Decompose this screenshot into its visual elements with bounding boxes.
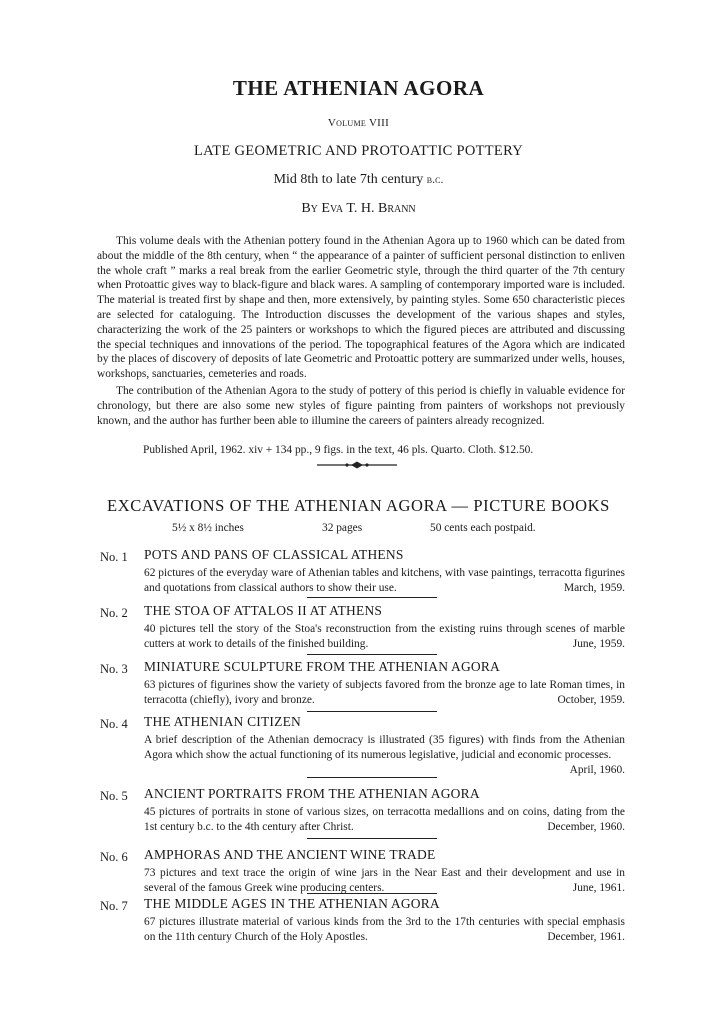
- period-era: b.c.: [426, 172, 444, 186]
- description-paragraph-1: This volume deals with the Athenian pottery found in the Athenian Agora up to 1960 which can be dated from about the middle of the 8th century, when “ the appearance of a painter of sufficient personal distinction to enliven the whole craft ” marks a real break from the earlier Geometric style, through the third quarter of the 7th century when Protoattic gives way to black-figure and black wares. A sampling of contemporary imported ware is included. The material is treated first by shape and then, more extensively, by painting styles. Some 650 characteristic pieces are selected for cataloguing. The Introduction discusses the development of the various shapes and styles, characterizing the work of the 25 painters or workshops to which the figured pieces are attributed and discussing the special techniques and innovations of the period. The topographical features of the Agora which are indicated by the places of discovery of deposits of late Geometric and Protoattic pottery are summarized under wells, houses, workshops, sanctuaries, cemeteries and roads.: [97, 235, 625, 381]
- publication-info: Published April, 1962. xiv + 134 pp., 9 figs. in the text, 46 pls. Quarto. Cloth. $12.50.: [143, 444, 534, 456]
- page-title: THE ATHENIAN AGORA: [232, 76, 485, 100]
- book-number: No. 1: [100, 550, 128, 564]
- book-title: ANCIENT PORTRAITS FROM THE ATHENIAN AGORA: [144, 786, 480, 801]
- book-title: POTS AND PANS OF CLASSICAL ATHENS: [144, 547, 404, 562]
- volume-subtitle: LATE GEOMETRIC AND PROTOATTIC POTTERY: [193, 143, 524, 159]
- series-size: 5½ x 8½ inches: [172, 522, 244, 534]
- book-date: October, 1959.: [557, 693, 625, 706]
- entry-rule: [307, 654, 437, 655]
- book-date: December, 1961.: [547, 930, 625, 943]
- book-description-text: 62 pictures of the everyday ware of Athenian tables and kitchens, with vase paintings, terracotta figurines and quotations from classical authors to show their use.: [144, 567, 625, 594]
- book-date: March, 1959.: [563, 581, 625, 594]
- book-number: No. 2: [100, 606, 128, 620]
- book-number: No. 7: [100, 899, 128, 913]
- book-description-text: 73 pictures and text trace the origin of wine jars in the Near East and their development and use in several of the famous Greek wine producing centers.: [144, 867, 625, 894]
- book-title: AMPHORAS AND THE ANCIENT WINE TRADE: [144, 847, 436, 862]
- book-description-text: A brief description of the Athenian democracy is illustrated (35 figures) with finds from the Athenian Agora which show the actual functioning of its numerous legislative, judicial and economic processes.: [144, 734, 625, 761]
- book-date: April, 1960.: [569, 763, 625, 776]
- book-title: THE ATHENIAN CITIZEN: [144, 714, 301, 729]
- volume-label: Volume VIII: [327, 117, 390, 129]
- book-title: THE MIDDLE AGES IN THE ATHENIAN AGORA: [144, 896, 440, 911]
- book-date: June, 1959.: [572, 637, 625, 650]
- book-description-text: 40 pictures tell the story of the Stoa's reconstruction from the existing ruins through scenes of marble cutters at work to details of the finished building.: [144, 623, 625, 650]
- entry-rule: [307, 893, 437, 894]
- description-paragraph-2: The contribution of the Athenian Agora to the study of pottery of this period is chiefly in valuable evidence for chronology, but there are also some new styles of figure painting from painters of workshops not previously known, and the author has further been able to illumine the careers of painters already recognized.: [97, 384, 625, 427]
- book-description: [144, 622, 625, 652]
- period-line: [0, 172, 717, 188]
- book-title: MINIATURE SCULPTURE FROM THE ATHENIAN AGORA: [144, 659, 500, 674]
- series-pages: 32 pages: [322, 522, 363, 534]
- book-description: [144, 566, 625, 596]
- ornament-divider-icon: [317, 460, 397, 470]
- volume-description: [97, 234, 625, 428]
- author-line: By Eva T. H. Brann: [301, 201, 416, 216]
- book-description-text: 67 pictures illustrate material of various kinds from the 3rd to the 17th centuries with special emphasis on the 11th century Church of the Holy Apostles.: [144, 916, 625, 943]
- entry-rule: [307, 838, 437, 839]
- book-date: December, 1960.: [547, 820, 625, 833]
- book-description-text: 63 pictures of figurines show the variety of subjects favored from the bronze age to late Roman times, in terracotta (chiefly), ivory and bronze.: [144, 679, 625, 706]
- book-number: No. 5: [100, 789, 128, 803]
- series-heading: EXCAVATIONS OF THE ATHENIAN AGORA — PICTURE BOOKS: [107, 496, 610, 515]
- book-number: No. 3: [100, 662, 128, 676]
- book-number: No. 4: [100, 717, 128, 731]
- entry-rule: [307, 597, 437, 598]
- book-description: [144, 678, 625, 708]
- book-description-text: 45 pictures of portraits in stone of various sizes, on terracotta medallions and on coins, dating from the 1st century b.c. to the 4th century after Christ.: [144, 806, 625, 833]
- book-number: No. 6: [100, 850, 128, 864]
- period-text: Mid 8th to late 7th century: [273, 172, 427, 187]
- book-description: [144, 915, 625, 945]
- book-title: THE STOA OF ATTALOS II AT ATHENS: [144, 603, 383, 618]
- book-date: June, 1961.: [572, 881, 625, 894]
- series-price: 50 cents each postpaid.: [430, 522, 536, 534]
- entry-rule: [307, 711, 437, 712]
- entry-rule: [307, 777, 437, 778]
- book-description: [144, 805, 625, 835]
- book-description: [144, 733, 625, 777]
- book-description: [144, 866, 625, 896]
